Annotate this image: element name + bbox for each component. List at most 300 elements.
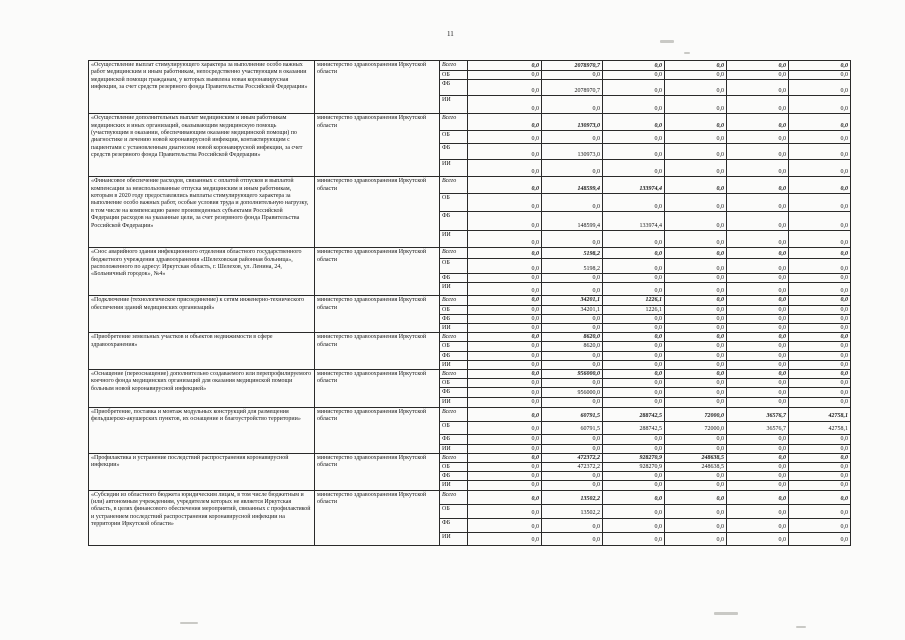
row-executor: министерство здравоохранения Иркутской области — [315, 333, 440, 370]
table-row — [89, 61, 851, 71]
amount-cell: 0,0 — [468, 342, 542, 351]
amount-cell: 0,0 — [789, 453, 851, 462]
amount-cell: 0,0 — [603, 351, 665, 360]
funding-source: ФБ — [440, 434, 468, 444]
funding-source: Всего — [440, 407, 468, 421]
amount-cell: 2078970,7 — [542, 61, 603, 71]
amount-cell: 0,0 — [789, 144, 851, 160]
amount-cell: 5198,2 — [542, 259, 603, 274]
amount-cell: 0,0 — [603, 131, 665, 144]
amount-cell: 0,0 — [603, 96, 665, 114]
amount-cell: 0,0 — [665, 370, 727, 379]
amount-cell: 0,0 — [542, 360, 603, 369]
amount-cell: 0,0 — [542, 532, 603, 545]
amount-cell: 0,0 — [665, 144, 727, 160]
funding-source: ОБ — [440, 504, 468, 518]
row-executor: министерство здравоохранения Иркутской области — [315, 296, 440, 333]
amount-cell: 0,0 — [727, 231, 789, 248]
amount-cell: 0,0 — [789, 324, 851, 333]
amount-cell: 0,0 — [727, 481, 789, 490]
row-executor: министерство здравоохранения Иркутской области — [315, 177, 440, 248]
amount-cell: 0,0 — [727, 131, 789, 144]
amount-cell: 0,0 — [727, 114, 789, 131]
amount-cell: 0,0 — [789, 370, 851, 379]
amount-cell: 0,0 — [603, 324, 665, 333]
amount-cell: 0,0 — [727, 194, 789, 212]
amount-cell: 0,0 — [603, 434, 665, 444]
funding-source: Всего — [440, 370, 468, 379]
amount-cell: 0,0 — [542, 283, 603, 296]
funding-source: ОБ — [440, 71, 468, 80]
amount-cell: 0,0 — [468, 379, 542, 388]
amount-cell: 0,0 — [665, 283, 727, 296]
table-row — [89, 370, 851, 379]
row-description: «Осуществление дополнительных выплат медицинским и иным работникам медицинских и иных организаций, оказывающим медицинскую помощь (участвующим в оказании, обеспечивающим оказание медицинской помощи) по диагностике и лечению новой коронавирусной инфекции, контактирующим с пациентами с установленным диагнозом новой коронавирусной инфекции, за счет средств резервного фонда Правительства Российской Федерации» — [89, 114, 315, 177]
amount-cell: 0,0 — [468, 71, 542, 80]
amount-cell: 0,0 — [789, 305, 851, 314]
amount-cell: 0,0 — [603, 342, 665, 351]
amount-cell: 0,0 — [665, 259, 727, 274]
amount-cell: 0,0 — [603, 388, 665, 398]
funding-source: ОБ — [440, 305, 468, 314]
amount-cell: 0,0 — [468, 248, 542, 259]
amount-cell: 0,0 — [603, 481, 665, 490]
row-executor: министерство здравоохранения Иркутской области — [315, 248, 440, 296]
funding-source: ФБ — [440, 212, 468, 231]
amount-cell: 130973,0 — [542, 114, 603, 131]
amount-cell: 130973,0 — [542, 144, 603, 160]
funding-source: ОБ — [440, 421, 468, 434]
funding-source: ОБ — [440, 259, 468, 274]
amount-cell: 34201,1 — [542, 296, 603, 305]
amount-cell: 72000,0 — [665, 421, 727, 434]
amount-cell: 0,0 — [468, 421, 542, 434]
amount-cell: 0,0 — [665, 194, 727, 212]
amount-cell: 0,0 — [727, 324, 789, 333]
amount-cell: 0,0 — [665, 333, 727, 342]
amount-cell: 148599,4 — [542, 177, 603, 194]
amount-cell: 0,0 — [603, 444, 665, 453]
amount-cell: 0,0 — [727, 259, 789, 274]
amount-cell: 60791,5 — [542, 421, 603, 434]
amount-cell: 0,0 — [468, 370, 542, 379]
funding-source: ФБ — [440, 518, 468, 532]
amount-cell: 0,0 — [468, 463, 542, 472]
amount-cell: 8620,0 — [542, 342, 603, 351]
funding-source: Всего — [440, 296, 468, 305]
amount-cell: 0,0 — [665, 472, 727, 481]
amount-cell: 928270,9 — [603, 453, 665, 462]
amount-cell: 0,0 — [789, 61, 851, 71]
amount-cell: 0,0 — [789, 314, 851, 323]
amount-cell: 0,0 — [665, 231, 727, 248]
amount-cell: 0,0 — [468, 231, 542, 248]
amount-cell: 0,0 — [603, 333, 665, 342]
amount-cell: 0,0 — [665, 532, 727, 545]
amount-cell: 0,0 — [789, 177, 851, 194]
amount-cell: 0,0 — [468, 131, 542, 144]
amount-cell: 36576,7 — [727, 421, 789, 434]
amount-cell: 0,0 — [727, 472, 789, 481]
amount-cell: 0,0 — [603, 518, 665, 532]
amount-cell: 0,0 — [542, 472, 603, 481]
amount-cell: 0,0 — [789, 160, 851, 177]
amount-cell: 0,0 — [468, 453, 542, 462]
amount-cell: 0,0 — [603, 274, 665, 283]
amount-cell: 0,0 — [468, 324, 542, 333]
amount-cell: 0,0 — [789, 194, 851, 212]
amount-cell: 0,0 — [468, 212, 542, 231]
amount-cell: 0,0 — [789, 518, 851, 532]
amount-cell: 0,0 — [603, 490, 665, 504]
funding-source: ФБ — [440, 144, 468, 160]
amount-cell: 36576,7 — [727, 407, 789, 421]
amount-cell: 0,0 — [603, 248, 665, 259]
amount-cell: 0,0 — [789, 259, 851, 274]
amount-cell: 0,0 — [542, 444, 603, 453]
amount-cell: 0,0 — [665, 444, 727, 453]
amount-cell: 0,0 — [789, 333, 851, 342]
amount-cell: 0,0 — [468, 360, 542, 369]
funding-source: ФБ — [440, 314, 468, 323]
amount-cell: 0,0 — [665, 61, 727, 71]
amount-cell: 0,0 — [727, 398, 789, 407]
amount-cell: 0,0 — [727, 333, 789, 342]
amount-cell: 0,0 — [542, 518, 603, 532]
amount-cell: 0,0 — [468, 177, 542, 194]
funding-source: Всего — [440, 177, 468, 194]
amount-cell: 0,0 — [727, 388, 789, 398]
page-number: 11 — [447, 30, 454, 38]
amount-cell: 0,0 — [542, 194, 603, 212]
amount-cell: 0,0 — [468, 518, 542, 532]
amount-cell: 0,0 — [603, 314, 665, 323]
amount-cell: 13502,2 — [542, 504, 603, 518]
row-description: «Приобретение земельных участков и объектов недвижимости в сфере здравоохранения» — [89, 333, 315, 370]
amount-cell: 0,0 — [727, 305, 789, 314]
amount-cell: 0,0 — [727, 274, 789, 283]
funding-source: ОБ — [440, 342, 468, 351]
amount-cell: 0,0 — [665, 398, 727, 407]
row-description: «Профилактика и устранение последствий распространения коронавирусной инфекции» — [89, 453, 315, 490]
amount-cell: 0,0 — [789, 114, 851, 131]
amount-cell: 0,0 — [468, 444, 542, 453]
funding-source: ИИ — [440, 231, 468, 248]
amount-cell: 0,0 — [727, 490, 789, 504]
amount-cell: 288742,5 — [603, 421, 665, 434]
amount-cell: 0,0 — [468, 490, 542, 504]
amount-cell: 0,0 — [603, 61, 665, 71]
funding-source: ИИ — [440, 532, 468, 545]
amount-cell: 248638,5 — [665, 453, 727, 462]
amount-cell: 148599,4 — [542, 212, 603, 231]
amount-cell: 72000,0 — [665, 407, 727, 421]
funding-source: Всего — [440, 114, 468, 131]
amount-cell: 0,0 — [603, 160, 665, 177]
amount-cell: 0,0 — [665, 351, 727, 360]
amount-cell: 0,0 — [665, 212, 727, 231]
amount-cell: 0,0 — [468, 96, 542, 114]
amount-cell: 0,0 — [727, 453, 789, 462]
row-description: «Финансовое обеспечение расходов, связанных с оплатой отпусков и выплатой компенсации за неиспользованные отпуска медицинским и иным работникам, которым в 2020 году предоставлялись выплаты стимулирующего характера за выполнение особо важных работ, особые условия труда и дополнительную нагрузку, в том числе на компенсацию ранее произведенных субъектами Российской Федерации расходов на указанные цели, за счет резервного фонда Правительства Российской Федерации» — [89, 177, 315, 248]
amount-cell: 0,0 — [789, 472, 851, 481]
amount-cell: 0,0 — [665, 324, 727, 333]
funding-source: Всего — [440, 490, 468, 504]
amount-cell: 0,0 — [727, 518, 789, 532]
amount-cell: 0,0 — [603, 379, 665, 388]
amount-cell: 472372,2 — [542, 453, 603, 462]
amount-cell: 472372,2 — [542, 463, 603, 472]
amount-cell: 0,0 — [542, 379, 603, 388]
amount-cell: 0,0 — [603, 532, 665, 545]
amount-cell: 0,0 — [665, 80, 727, 96]
amount-cell: 0,0 — [789, 481, 851, 490]
amount-cell: 0,0 — [542, 398, 603, 407]
amount-cell: 0,0 — [542, 351, 603, 360]
amount-cell: 0,0 — [468, 194, 542, 212]
amount-cell: 0,0 — [727, 360, 789, 369]
amount-cell: 0,0 — [468, 434, 542, 444]
amount-cell: 0,0 — [665, 314, 727, 323]
amount-cell: 0,0 — [665, 71, 727, 80]
amount-cell: 0,0 — [468, 160, 542, 177]
amount-cell: 0,0 — [468, 388, 542, 398]
amount-cell: 0,0 — [542, 131, 603, 144]
amount-cell: 0,0 — [665, 305, 727, 314]
funding-source: ИИ — [440, 283, 468, 296]
amount-cell: 0,0 — [468, 314, 542, 323]
amount-cell: 956000,0 — [542, 388, 603, 398]
amount-cell: 248638,5 — [665, 463, 727, 472]
amount-cell: 0,0 — [789, 444, 851, 453]
amount-cell: 0,0 — [727, 61, 789, 71]
funding-source: Всего — [440, 333, 468, 342]
amount-cell: 0,0 — [468, 144, 542, 160]
table-row — [89, 490, 851, 504]
amount-cell: 0,0 — [468, 398, 542, 407]
funding-source: Всего — [440, 453, 468, 462]
amount-cell: 60791,5 — [542, 407, 603, 421]
row-executor: министерство здравоохранения Иркутской области — [315, 453, 440, 490]
amount-cell: 42758,1 — [789, 407, 851, 421]
amount-cell: 0,0 — [468, 61, 542, 71]
amount-cell: 0,0 — [789, 296, 851, 305]
amount-cell: 0,0 — [789, 360, 851, 369]
funding-source: ОБ — [440, 379, 468, 388]
amount-cell: 0,0 — [468, 481, 542, 490]
amount-cell: 0,0 — [727, 379, 789, 388]
amount-cell: 0,0 — [603, 398, 665, 407]
funding-source: ФБ — [440, 80, 468, 96]
amount-cell: 0,0 — [542, 324, 603, 333]
amount-cell: 0,0 — [727, 248, 789, 259]
amount-cell: 0,0 — [789, 80, 851, 96]
amount-cell: 34201,1 — [542, 305, 603, 314]
funding-source: ОБ — [440, 131, 468, 144]
amount-cell: 0,0 — [468, 504, 542, 518]
row-executor: министерство здравоохранения Иркутской области — [315, 114, 440, 177]
amount-cell: 0,0 — [603, 504, 665, 518]
amount-cell: 133974,4 — [603, 212, 665, 231]
budget-table — [88, 60, 851, 546]
amount-cell: 0,0 — [789, 283, 851, 296]
amount-cell: 0,0 — [727, 370, 789, 379]
amount-cell: 0,0 — [727, 463, 789, 472]
amount-cell: 0,0 — [603, 472, 665, 481]
amount-cell: 0,0 — [468, 283, 542, 296]
amount-cell: 0,0 — [789, 131, 851, 144]
amount-cell: 0,0 — [542, 71, 603, 80]
amount-cell: 0,0 — [727, 212, 789, 231]
table-row — [89, 296, 851, 305]
amount-cell: 0,0 — [789, 96, 851, 114]
amount-cell: 0,0 — [789, 351, 851, 360]
row-description: «Оснащение (переоснащение) дополнительно создаваемого или перепрофилируемого коечного фонда медицинских организаций для оказания медицинской помощи больным новой коронавирусной инфекцией» — [89, 370, 315, 408]
amount-cell: 0,0 — [603, 360, 665, 369]
funding-source: ФБ — [440, 388, 468, 398]
amount-cell: 0,0 — [603, 370, 665, 379]
amount-cell: 956000,0 — [542, 370, 603, 379]
amount-cell: 0,0 — [789, 71, 851, 80]
amount-cell: 0,0 — [789, 231, 851, 248]
amount-cell: 0,0 — [727, 80, 789, 96]
amount-cell: 0,0 — [727, 314, 789, 323]
funding-source: ИИ — [440, 160, 468, 177]
amount-cell: 0,0 — [665, 131, 727, 144]
amount-cell: 0,0 — [789, 490, 851, 504]
amount-cell: 0,0 — [468, 472, 542, 481]
row-description: «Снос аварийного здания инфекционного отделения областного государственного бюджетного учреждения здравоохранения «Шелеховская районная больница», расположенного по адресу: Иркутская область, г. Шелехов, ул. Ленина, 24, «Больничный городок», №4» — [89, 248, 315, 296]
amount-cell: 5198,2 — [542, 248, 603, 259]
amount-cell: 0,0 — [542, 160, 603, 177]
amount-cell: 0,0 — [468, 305, 542, 314]
amount-cell: 0,0 — [603, 144, 665, 160]
amount-cell: 0,0 — [665, 490, 727, 504]
amount-cell: 0,0 — [727, 351, 789, 360]
amount-cell: 0,0 — [727, 296, 789, 305]
amount-cell: 0,0 — [542, 314, 603, 323]
amount-cell: 1226,1 — [603, 305, 665, 314]
amount-cell: 13502,2 — [542, 490, 603, 504]
amount-cell: 0,0 — [789, 379, 851, 388]
amount-cell: 0,0 — [665, 177, 727, 194]
funding-source: ФБ — [440, 274, 468, 283]
amount-cell: 0,0 — [468, 80, 542, 96]
amount-cell: 0,0 — [789, 398, 851, 407]
amount-cell: 0,0 — [468, 114, 542, 131]
amount-cell: 0,0 — [727, 160, 789, 177]
amount-cell: 0,0 — [789, 212, 851, 231]
amount-cell: 0,0 — [789, 463, 851, 472]
amount-cell: 8620,0 — [542, 333, 603, 342]
amount-cell: 0,0 — [468, 351, 542, 360]
amount-cell: 0,0 — [603, 259, 665, 274]
amount-cell: 0,0 — [727, 144, 789, 160]
amount-cell: 0,0 — [603, 114, 665, 131]
amount-cell: 42758,1 — [789, 421, 851, 434]
amount-cell: 0,0 — [665, 388, 727, 398]
amount-cell: 0,0 — [665, 274, 727, 283]
amount-cell: 2078970,7 — [542, 80, 603, 96]
funding-source: ИИ — [440, 96, 468, 114]
amount-cell: 0,0 — [789, 532, 851, 545]
table-row — [89, 453, 851, 462]
amount-cell: 0,0 — [665, 114, 727, 131]
amount-cell: 0,0 — [727, 444, 789, 453]
amount-cell: 0,0 — [789, 342, 851, 351]
amount-cell: 288742,5 — [603, 407, 665, 421]
funding-source: ФБ — [440, 351, 468, 360]
funding-source: ОБ — [440, 463, 468, 472]
amount-cell: 0,0 — [727, 177, 789, 194]
amount-cell: 0,0 — [665, 481, 727, 490]
row-executor: министерство здравоохранения Иркутской области — [315, 490, 440, 545]
amount-cell: 0,0 — [603, 231, 665, 248]
amount-cell: 0,0 — [665, 296, 727, 305]
amount-cell: 0,0 — [665, 434, 727, 444]
funding-source: ИИ — [440, 360, 468, 369]
amount-cell: 0,0 — [542, 96, 603, 114]
amount-cell: 0,0 — [603, 80, 665, 96]
amount-cell: 0,0 — [468, 333, 542, 342]
amount-cell: 0,0 — [727, 342, 789, 351]
amount-cell: 0,0 — [542, 231, 603, 248]
amount-cell: 0,0 — [727, 504, 789, 518]
funding-source: ИИ — [440, 444, 468, 453]
funding-source: ИИ — [440, 398, 468, 407]
funding-source: Всего — [440, 248, 468, 259]
amount-cell: 0,0 — [603, 71, 665, 80]
amount-cell: 928270,9 — [603, 463, 665, 472]
amount-cell: 0,0 — [542, 274, 603, 283]
amount-cell: 0,0 — [727, 434, 789, 444]
amount-cell: 1226,1 — [603, 296, 665, 305]
amount-cell: 0,0 — [665, 518, 727, 532]
amount-cell: 0,0 — [727, 532, 789, 545]
amount-cell: 0,0 — [665, 504, 727, 518]
amount-cell: 0,0 — [603, 283, 665, 296]
amount-cell: 0,0 — [603, 194, 665, 212]
table-row — [89, 114, 851, 131]
row-executor: министерство здравоохранения Иркутской области — [315, 61, 440, 114]
row-executor: министерство здравоохранения Иркутской области — [315, 370, 440, 408]
amount-cell: 0,0 — [727, 96, 789, 114]
table-row — [89, 248, 851, 259]
table-row — [89, 177, 851, 194]
amount-cell: 0,0 — [789, 274, 851, 283]
funding-source: ФБ — [440, 472, 468, 481]
amount-cell: 0,0 — [665, 360, 727, 369]
row-executor: министерство здравоохранения Иркутской области — [315, 407, 440, 453]
amount-cell: 0,0 — [789, 504, 851, 518]
funding-source: ОБ — [440, 194, 468, 212]
funding-source: ИИ — [440, 481, 468, 490]
amount-cell: 0,0 — [468, 259, 542, 274]
table-row — [89, 333, 851, 342]
amount-cell: 0,0 — [789, 388, 851, 398]
amount-cell: 0,0 — [468, 296, 542, 305]
amount-cell: 0,0 — [468, 407, 542, 421]
amount-cell: 0,0 — [542, 481, 603, 490]
amount-cell: 0,0 — [789, 434, 851, 444]
amount-cell: 0,0 — [468, 532, 542, 545]
amount-cell: 133974,4 — [603, 177, 665, 194]
amount-cell: 0,0 — [665, 342, 727, 351]
funding-source: ИИ — [440, 324, 468, 333]
amount-cell: 0,0 — [542, 434, 603, 444]
amount-cell: 0,0 — [727, 71, 789, 80]
amount-cell: 0,0 — [665, 379, 727, 388]
